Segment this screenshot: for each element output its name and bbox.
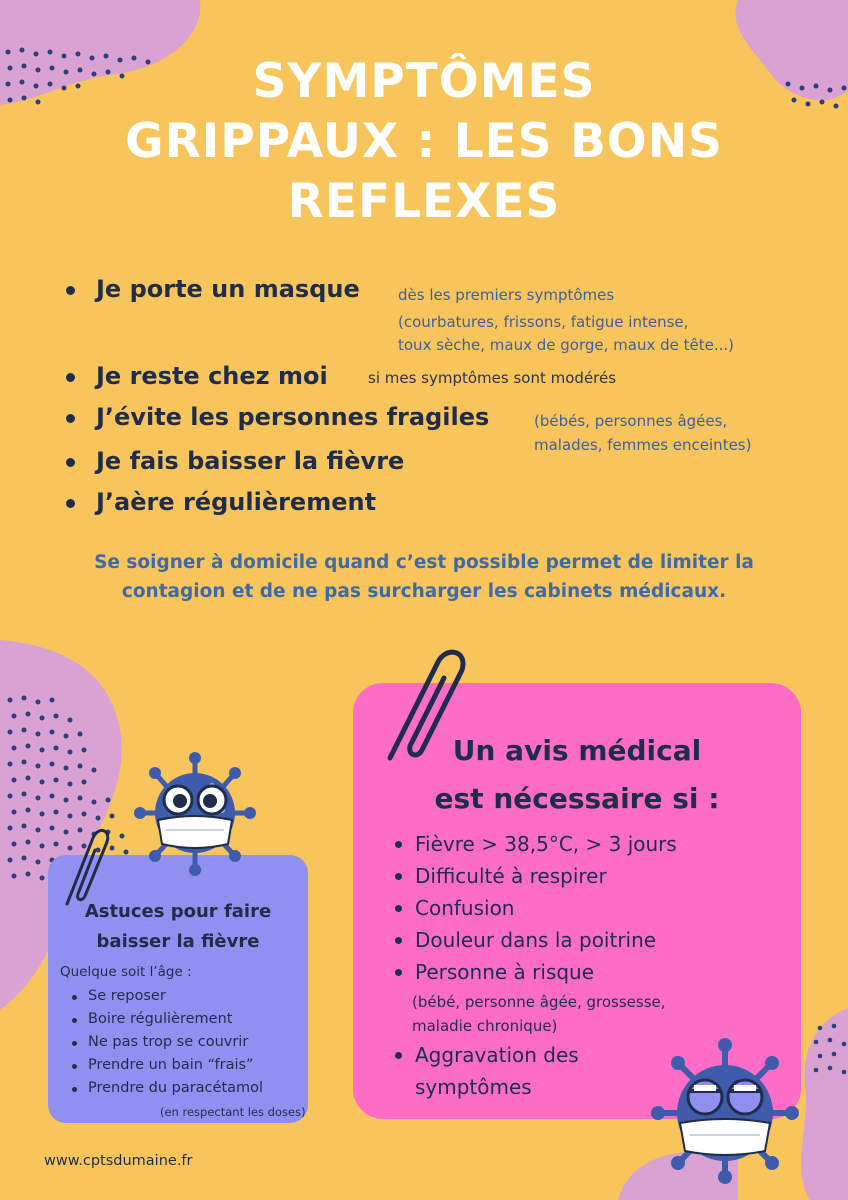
criteria-label: Douleur dans la poitrine (415, 928, 657, 952)
bullet (395, 841, 402, 848)
reflex-note: (bébés, personnes âgées, (534, 412, 728, 430)
home-care-callout (0, 548, 848, 606)
tips-title-2: baisser la fièvre (96, 931, 260, 952)
page-title (0, 52, 848, 232)
tip-label: Prendre un bain “frais” (88, 1057, 254, 1073)
reflex-label: Je fais baisser la fièvre (96, 447, 405, 475)
tip-label: Boire régulièrement (88, 1011, 233, 1027)
tip-label: Ne pas trop se couvrir (88, 1034, 249, 1050)
bullet (66, 414, 75, 423)
criteria-label: Fièvre > 38,5°C, > 3 jours (415, 832, 677, 856)
paperclip-icon (55, 820, 115, 910)
website-link[interactable]: www.cptsdumaine.fr (44, 1153, 193, 1169)
reflex-label: Je reste chez moi (96, 362, 328, 390)
medical-card-title-2: est nécessaire si : (434, 782, 720, 815)
bullet (66, 286, 75, 295)
virus-mascot-icon (650, 1035, 800, 1185)
risk-note-2: maladie chronique) (412, 1017, 558, 1035)
title-line-1: SYMPTÔMES (252, 54, 596, 109)
bullet (72, 1041, 77, 1046)
virus-mascot-icon (130, 748, 260, 878)
bullet (395, 969, 402, 976)
dose-note: (en respectant les doses) (160, 1105, 306, 1119)
title-line-2: GRIPPAUX : LES BONS (125, 114, 723, 169)
criteria-label: Confusion (415, 896, 515, 920)
bullet (72, 1018, 77, 1023)
bullet (395, 937, 402, 944)
criteria-label: Difficulté à respirer (415, 864, 607, 888)
bullet (395, 1052, 402, 1059)
tips-intro: Quelque soit l’âge : (60, 964, 192, 980)
bullet (72, 1087, 77, 1092)
bullet (66, 499, 75, 508)
bullet (66, 458, 75, 467)
bullet (395, 905, 402, 912)
reflex-note: dès les premiers symptômes (398, 286, 615, 304)
tips-title-1: Astuces pour faire (84, 901, 272, 922)
bullet (66, 373, 75, 382)
tip-label: Se reposer (88, 988, 166, 1004)
criteria-label: symptômes (415, 1075, 532, 1099)
reflex-label: J’aère régulièrement (96, 488, 377, 516)
reflex-note: si mes symptômes sont modérés (368, 369, 617, 387)
reflex-note: malades, femmes enceintes) (534, 436, 752, 454)
reflex-note: (courbatures, frissons, fatigue intense, (398, 313, 689, 331)
medical-card-title-1: Un avis médical (452, 734, 702, 767)
bullet (72, 1064, 77, 1069)
bullet (395, 873, 402, 880)
callout-line-2: contagion et de ne pas surcharger les cabinets médicaux. (121, 581, 727, 602)
title-line-3: REFLEXES (287, 174, 561, 229)
risk-note-1: (bébé, personne âgée, grossesse, (412, 993, 666, 1011)
callout-line-1: Se soigner à domicile quand c’est possible permet de limiter la (94, 552, 754, 573)
reflex-note: toux sèche, maux de gorge, maux de tête...) (398, 336, 734, 354)
criteria-label: Aggravation des (415, 1043, 579, 1067)
reflex-label: J’évite les personnes fragiles (96, 403, 490, 431)
criteria-label: Personne à risque (415, 960, 595, 984)
tip-label: Prendre du paracétamol (88, 1080, 264, 1096)
reflex-label: Je porte un masque (96, 275, 360, 303)
bullet (72, 995, 77, 1000)
